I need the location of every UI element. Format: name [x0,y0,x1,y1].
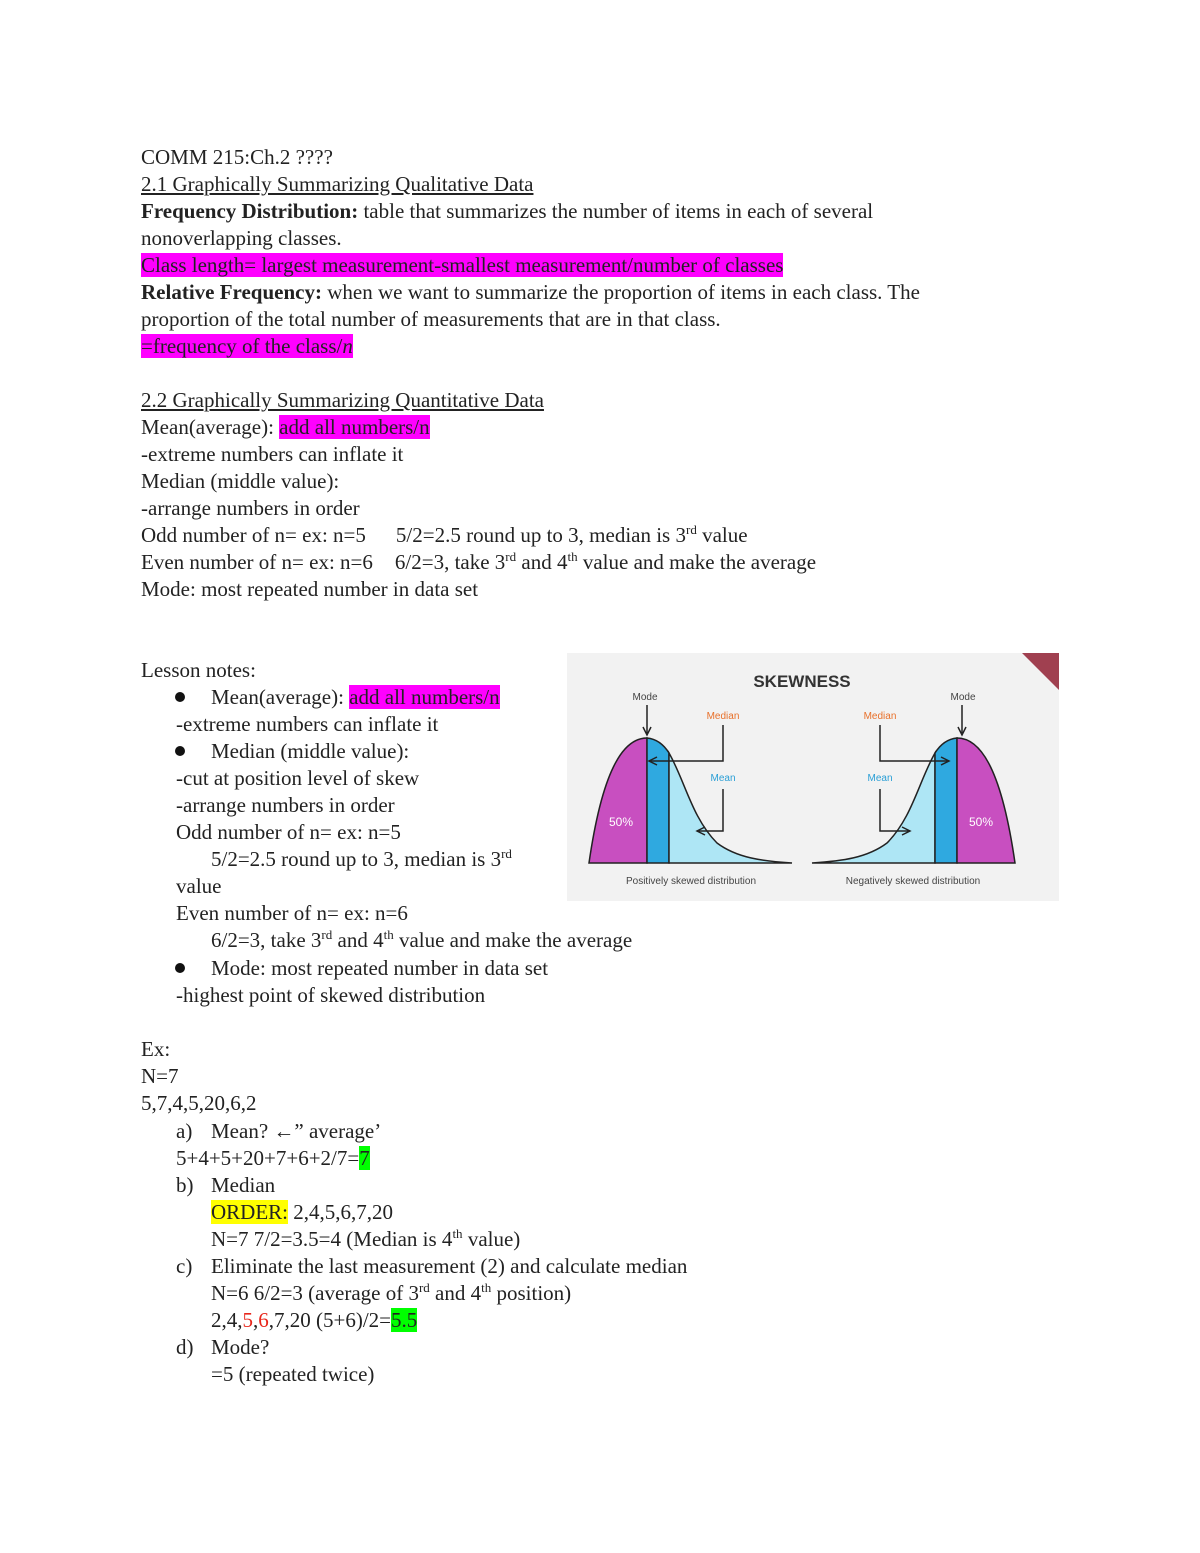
right-mean-label: Mean [867,773,893,784]
lesson-even-calc-line: 6/2=3, take 3rd and 4th value and make the average [211,927,633,952]
lesson-extreme-line: -extreme numbers can inflate it [176,712,439,736]
lesson-median-line: Median (middle value): [211,739,410,763]
odd-number-line: Odd number of n= ex: n=5 5/2=2.5 round up to 3, median is 3rd value [141,522,748,547]
part-c-answer: 5.5 [391,1308,418,1332]
left-caption: Positively skewed distribution [625,876,757,887]
left-mode-label: Mode [632,692,658,703]
positively-skewed-chart [589,692,792,887]
mode-line: Mode: most repeated number in data set [141,577,479,601]
right-blue-region [935,738,957,863]
figure-title: SKEWNESS [753,672,851,691]
corner-accent [1022,653,1059,690]
relative-frequency-formula-line [141,333,353,359]
median-line: Median (middle value): [141,469,340,493]
even-number-line: Even number of n= ex: n=6 6/2=3, take 3rd and 4th value and make the average [141,549,817,574]
part-c-label: c) [176,1254,193,1278]
right-tail-region [812,753,935,863]
example-label: Ex: [141,1037,171,1061]
lesson-highest-line: -highest point of skewed distribution [176,983,486,1007]
left-percent-label: 50% [608,815,634,829]
part-b-calc: N=7 7/2=3.5=4 (Median is 4th value) [211,1226,521,1251]
mean-highlight: add all numbers/n [279,415,430,439]
left-arrow-icon: ← [273,1119,295,1143]
left-mean-label: Mean [710,773,736,784]
class-length-formula: Class length= largest measurement-smallest measurement/number of classes [141,253,784,277]
relative-frequency-line [141,279,920,305]
relative-frequency-def-cont: proportion of the total number of measurements that are in that class. [141,307,721,331]
right-median-label: Median [863,711,897,722]
left-blue-region [647,738,669,863]
extreme-numbers-line: -extreme numbers can inflate it [141,442,404,466]
frequency-distribution-line [141,198,873,224]
lesson-notes-title: Lesson notes: [141,658,256,682]
bullet-mean [175,692,185,702]
part-d-label: d) [176,1335,194,1359]
part-a-question: Mean? ←” average’ [211,1119,382,1143]
relative-frequency-def: when we want to summarize the proportion of items in each class. The [321,280,920,304]
example-n: N=7 [141,1064,179,1088]
document-title: COMM 215:Ch.2 ???? [141,145,333,169]
skewness-figure [567,653,1059,901]
part-d-question: Mode? [211,1335,270,1359]
relative-frequency-formula: =frequency of the class/n [141,334,353,358]
right-magenta-region [957,738,1015,863]
right-mode-label: Mode [950,692,976,703]
lesson-mode-line: Mode: most repeated number in data set [211,956,549,980]
left-magenta-region [589,738,647,863]
section-heading-2-2: 2.2 Graphically Summarizing Quantitative Data [141,388,544,412]
right-caption: Negatively skewed distribution [845,876,981,887]
frequency-distribution-def: table that summarizes the number of items in each of several [358,199,874,223]
left-median-label: Median [706,711,740,722]
negatively-skewed-chart [812,692,1015,887]
bullet-mode [175,963,185,973]
lesson-mean-line: Mean(average): add all numbers/n [211,685,500,709]
frequency-distribution-def-cont: nonoverlapping classes. [141,226,342,250]
frequency-distribution-term: Frequency Distribution: [141,199,359,223]
order-highlight: ORDER: [211,1200,289,1224]
mean-line: Mean(average): add all numbers/n [141,415,430,439]
class-length-line [141,252,783,278]
part-a-label: a) [176,1119,193,1143]
section-heading-2-1: 2.1 Graphically Summarizing Qualitative Data [141,172,534,196]
part-c-calc: N=6 6/2=3 (average of 3rd and 4th position) [211,1280,572,1305]
skewness-diagram [567,653,1059,901]
part-c-sequence: 2,4,5,6,7,20 (5+6)/2=5.5 [211,1308,418,1332]
part-a-calc: 5+4+5+20+7+6+2/7=7 [176,1146,370,1170]
part-b-label: b) [176,1173,194,1197]
left-tail-region [669,753,792,863]
lesson-odd-calc-line: 5/2=2.5 round up to 3, median is 3rd [211,846,512,871]
part-b-question: Median [211,1173,276,1197]
lesson-cut-line: -cut at position level of skew [176,766,420,790]
lesson-arrange-line: -arrange numbers in order [176,793,395,817]
lesson-mean-highlight: add all numbers/n [349,685,500,709]
part-a-answer: 7 [359,1146,370,1170]
arrange-line: -arrange numbers in order [141,496,360,520]
relative-frequency-term: Relative Frequency: [141,280,322,304]
part-d-answer: =5 (repeated twice) [211,1362,375,1386]
lesson-odd-line: Odd number of n= ex: n=5 [176,820,401,844]
bullet-median [175,746,185,756]
part-b-order: ORDER: 2,4,5,6,7,20 [211,1200,394,1224]
right-percent-label: 50% [968,815,994,829]
lesson-odd-value-line: value [176,874,222,898]
part-c-question: Eliminate the last measurement (2) and calculate median [211,1254,688,1278]
example-data: 5,7,4,5,20,6,2 [141,1091,257,1115]
lesson-even-line: Even number of n= ex: n=6 [176,901,408,925]
